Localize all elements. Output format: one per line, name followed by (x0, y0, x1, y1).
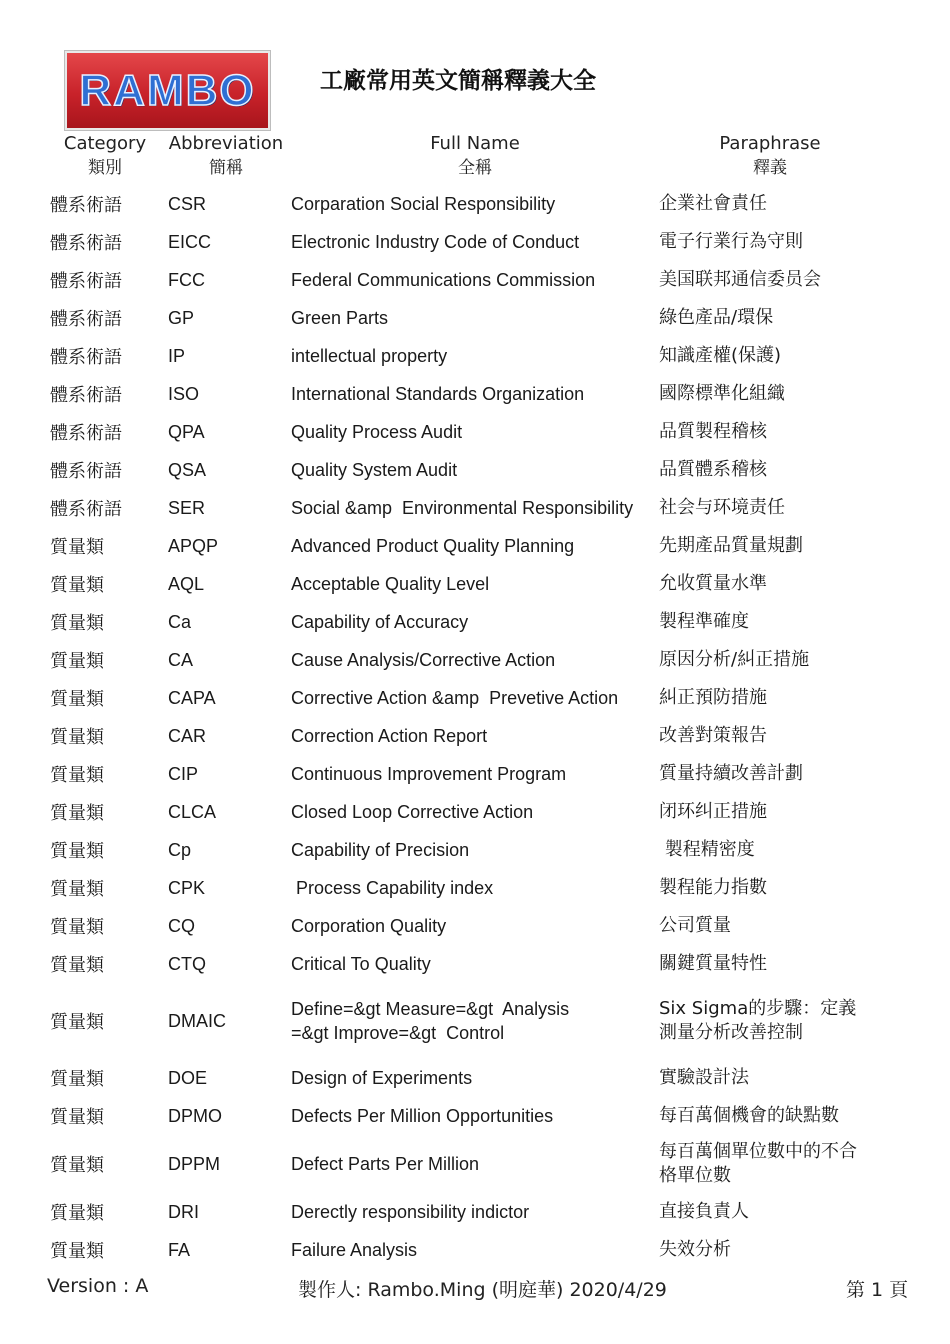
paraphrase-cell: 品質製程稽核 (659, 421, 767, 442)
paraphrase-cell: 美国联邦通信委员会 (659, 269, 821, 290)
table-row (0, 299, 950, 337)
header-full-name (380, 132, 570, 180)
paraphrase-cell: 知識產權(保護) (659, 345, 782, 366)
category-cell: 質量類 (50, 613, 104, 634)
abbreviation-cell: DMAIC (168, 1010, 226, 1031)
abbreviation-cell: DRI (168, 1201, 199, 1222)
paraphrase-cell: 先期產品質量規劃 (659, 535, 803, 556)
category-cell: 體系術語 (50, 461, 122, 482)
table-row (0, 717, 950, 755)
full-name-cell: Green Parts (291, 308, 389, 328)
abbreviation-cell: Cp (168, 839, 192, 860)
table-row (0, 907, 950, 945)
category-cell: 質量類 (50, 1069, 104, 1090)
full-name-cell: Failure Analysis (291, 1240, 418, 1260)
abbreviation-cell: QPA (168, 421, 205, 442)
table-row (0, 983, 950, 1059)
table-row (0, 1097, 950, 1135)
full-name-cell: International Standards Organization (291, 384, 585, 404)
header-paraphrase-en: Paraphrase (719, 133, 821, 154)
paraphrase-cell: 社会与环境责任 (659, 497, 785, 518)
table-row (0, 679, 950, 717)
paraphrase-cell: 直接負責人 (659, 1201, 749, 1222)
full-name-cell: Corrective Action &amp Prevetive Action (291, 688, 619, 708)
full-name-cell: Continuous Improvement Program (291, 764, 567, 784)
abbreviation-cell: QSA (168, 459, 207, 480)
page-title: 工廠常用英文簡稱釋義大全 (320, 68, 596, 94)
full-name-cell: Cause Analysis/Corrective Action (291, 650, 556, 670)
paraphrase-cell: 質量持續改善計劃 (659, 763, 803, 784)
full-name-cell: Advanced Product Quality Planning (291, 536, 575, 556)
category-cell: 質量類 (50, 803, 104, 824)
header-paraphrase (690, 132, 850, 180)
category-cell: 質量類 (50, 689, 104, 710)
header-full-name-en: Full Name (430, 133, 520, 154)
category-cell: 質量類 (50, 1012, 104, 1033)
paraphrase-cell: 電子行業行為守則 (659, 231, 803, 252)
abbreviation-cell: SER (168, 497, 206, 518)
paraphrase-cell: 糾正預防措施 (659, 687, 767, 708)
table-row (0, 869, 950, 907)
category-cell: 質量類 (50, 575, 104, 596)
abbreviation-cell: APQP (168, 535, 219, 556)
paraphrase-cell: 製程能力指數 (659, 877, 767, 898)
paraphrase-cell: Six Sigma的步驟：定義 測量分析改善控制 (659, 998, 857, 1043)
full-name-cell: Quality System Audit (291, 460, 458, 480)
abbreviation-cell: CA (168, 649, 194, 670)
full-name-cell: Correction Action Report (291, 726, 488, 746)
category-cell: 質量類 (50, 727, 104, 748)
logo-text: RAMBO (79, 65, 256, 115)
header-category-zh: 類別 (88, 158, 122, 178)
table-row (0, 1193, 950, 1231)
category-cell: 體系術語 (50, 271, 122, 292)
category-cell: 質量類 (50, 917, 104, 938)
full-name-cell: Closed Loop Corrective Action (291, 802, 534, 822)
paraphrase-cell: 企業社會責任 (659, 193, 767, 214)
category-cell: 體系術語 (50, 309, 122, 330)
abbreviation-cell: CTQ (168, 953, 206, 974)
paraphrase-cell: 製程精密度 (659, 839, 755, 860)
full-name-cell: Process Capability index (291, 878, 494, 898)
paraphrase-cell: 闭环纠正措施 (659, 801, 767, 822)
abbreviation-cell: CPK (168, 877, 206, 898)
abbreviation-cell: CIP (168, 763, 199, 784)
table-row (0, 451, 950, 489)
full-name-cell: Federal Communications Commission (291, 270, 596, 290)
category-cell: 質量類 (50, 1155, 104, 1176)
table-row (0, 223, 950, 261)
paraphrase-cell: 綠色產品/環保 (659, 307, 774, 328)
full-name-cell: Derectly responsibility indictor (291, 1202, 530, 1222)
table-row (0, 945, 950, 983)
full-name-cell: Defect Parts Per Million (291, 1154, 480, 1174)
category-cell: 體系術語 (50, 195, 122, 216)
abbreviation-cell: DOE (168, 1067, 208, 1088)
header-abbreviation-zh: 簡稱 (209, 158, 243, 178)
table-row (0, 831, 950, 869)
table-row (0, 489, 950, 527)
full-name-cell: Capability of Accuracy (291, 612, 469, 632)
abbreviation-cell: DPPM (168, 1153, 221, 1174)
category-cell: 質量類 (50, 1203, 104, 1224)
abbreviation-table (0, 185, 950, 1269)
paraphrase-cell: 關鍵質量特性 (659, 953, 767, 974)
abbreviation-cell: FA (168, 1239, 191, 1260)
table-row (0, 1135, 950, 1193)
category-cell: 質量類 (50, 651, 104, 672)
paraphrase-cell: 每百萬個單位數中的不合 格單位數 (659, 1141, 857, 1186)
table-row (0, 413, 950, 451)
category-cell: 質量類 (50, 537, 104, 558)
category-cell: 質量類 (50, 1107, 104, 1128)
category-cell: 質量類 (50, 841, 104, 862)
abbreviation-cell: FCC (168, 269, 205, 290)
category-cell: 體系術語 (50, 233, 122, 254)
table-row (0, 261, 950, 299)
header-full-name-zh: 全稱 (458, 158, 492, 178)
table-row (0, 185, 950, 223)
abbreviation-cell: EICC (168, 231, 212, 252)
table-row (0, 603, 950, 641)
abbreviation-cell: ISO (168, 383, 200, 404)
abbreviation-cell: CSR (168, 193, 207, 214)
abbreviation-cell: CAR (168, 725, 207, 746)
full-name-cell: Defects Per Million Opportunities (291, 1106, 554, 1126)
full-name-cell: Critical To Quality (291, 954, 431, 974)
paraphrase-cell: 國際標準化組織 (659, 383, 785, 404)
category-cell: 體系術語 (50, 385, 122, 406)
paraphrase-cell: 每百萬個機會的缺點數 (659, 1105, 839, 1126)
table-row (0, 755, 950, 793)
footer-author: 製作人: Rambo.Ming (明庭華) 2020/4/29 (298, 1279, 667, 1301)
header-category-en: Category (63, 133, 147, 154)
table-row (0, 527, 950, 565)
abbreviation-cell: IP (168, 345, 186, 366)
header-abbreviation (162, 132, 290, 180)
full-name-cell: Design of Experiments (291, 1068, 473, 1088)
full-name-cell: Electronic Industry Code of Conduct (291, 232, 580, 252)
paraphrase-cell: 改善對策報告 (659, 725, 767, 746)
abbreviation-cell: AQL (168, 573, 205, 594)
abbreviation-cell: GP (168, 307, 195, 328)
abbreviation-cell: DPMO (168, 1105, 222, 1126)
table-row (0, 337, 950, 375)
footer-page-number: 第 1 頁 (846, 1279, 909, 1301)
table-row (0, 793, 950, 831)
category-cell: 質量類 (50, 1241, 104, 1262)
paraphrase-cell: 品質體系稽核 (659, 459, 767, 480)
full-name-cell: intellectual property (291, 346, 448, 366)
category-cell: 質量類 (50, 955, 104, 976)
paraphrase-cell: 製程準確度 (659, 611, 749, 632)
full-name-cell: Capability of Precision (291, 840, 470, 860)
abbreviation-cell: CAPA (168, 687, 216, 708)
header-category (52, 132, 158, 180)
category-cell: 體系術語 (50, 347, 122, 368)
table-row (0, 1059, 950, 1097)
header-paraphrase-zh: 釋義 (753, 158, 787, 178)
full-name-cell: Acceptable Quality Level (291, 574, 490, 594)
category-cell: 質量類 (50, 879, 104, 900)
category-cell: 質量類 (50, 765, 104, 786)
header-abbreviation-en: Abbreviation (168, 133, 284, 154)
table-row (0, 375, 950, 413)
table-row (0, 565, 950, 603)
paraphrase-cell: 公司質量 (659, 915, 731, 936)
full-name-cell: Social &amp Environmental Responsibility (291, 498, 634, 518)
abbreviation-cell: CLCA (168, 801, 217, 822)
category-cell: 體系術語 (50, 499, 122, 520)
paraphrase-cell: 實驗設計法 (659, 1067, 749, 1088)
paraphrase-cell: 失效分析 (659, 1239, 731, 1260)
abbreviation-cell: CQ (168, 915, 195, 936)
full-name-cell: Quality Process Audit (291, 422, 463, 442)
full-name-cell: Corporation Quality (291, 916, 447, 936)
footer-version: Version : A (47, 1275, 149, 1297)
table-row (0, 641, 950, 679)
abbreviation-cell: Ca (168, 611, 192, 632)
category-cell: 體系術語 (50, 423, 122, 444)
full-name-cell: Corparation Social Responsibility (291, 194, 556, 214)
table-row (0, 1231, 950, 1269)
full-name-cell: Define=&gt Measure=&gt Analysis =&gt Improve=&gt Control (291, 999, 570, 1043)
paraphrase-cell: 原因分析/糾正措施 (659, 649, 810, 670)
rambo-logo (65, 51, 270, 130)
paraphrase-cell: 允收質量水準 (659, 573, 767, 594)
